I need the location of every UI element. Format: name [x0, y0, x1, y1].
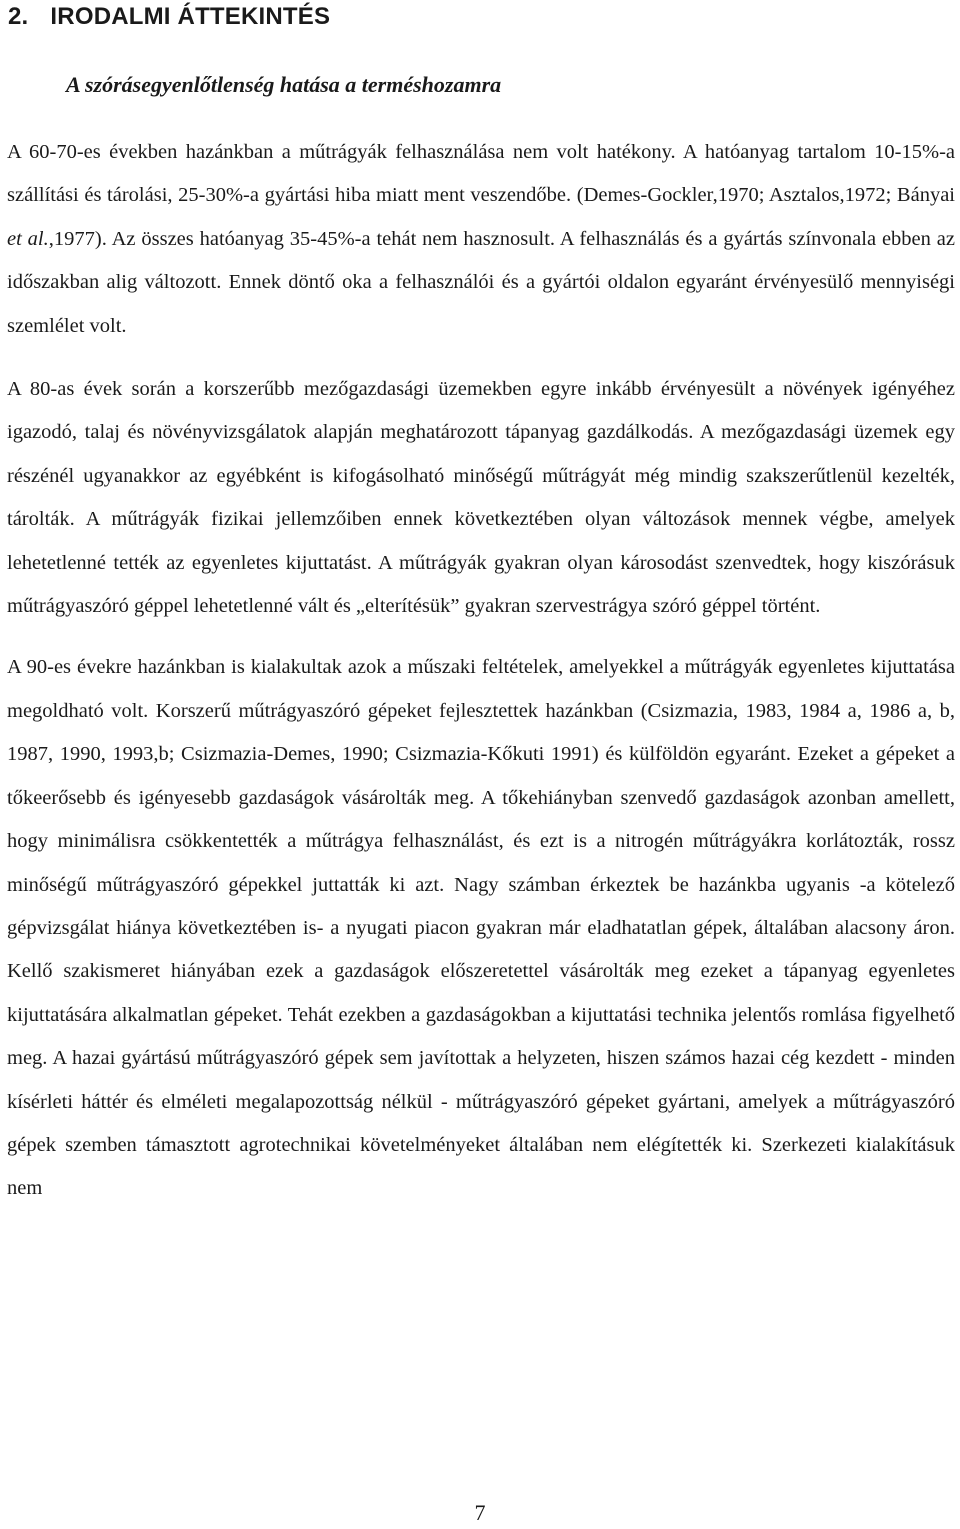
paragraph-2-text: A 80-as évek során a korszerűbb mezőgazdasági üzemekben egyre inkább érvényesült a növények igényéhez igazodó, talaj és növényvizsgálatok alapján meghatározott tápanyag gazdálkodás. A mezőgazdasági üzemek egy részénél ugyanakkor az egyébként is kifogásolható minőségű műtrágyát még mindig szakszerűtlenül kezelték, tárolták. A műtrágyák fizikai jellemzőiben ennek következtében olyan változások mennek végbe, amelyek lehetetlenné tették az egyenletes kijuttatást. A műtrágyák gyakran olyan károsodást szenvedtek, hogy kiszórásuk műtrágyaszóró géppel lehetetlenné vált és „elterítésük” gyakran szervestrágya szóró géppel történt. [7, 378, 955, 618]
chapter-number: 2. [8, 3, 29, 30]
citation-et-al: et al. [7, 227, 49, 250]
section-title: A szórásegyenlőtlenség hatása a terméshozamra [66, 72, 502, 97]
chapter-title: IRODALMI ÁTTEKINTÉS [50, 3, 331, 30]
paragraph-1 [7, 131, 955, 348]
body-text [7, 131, 955, 1211]
paragraph-3-text: A 90-es évekre hazánkban is kialakultak azok a műszaki feltételek, amelyekkel a műtrágyák egyenletes kijuttatása megoldható volt. Korszerű műtrágyaszóró gépeket fejlesztettek hazánkban (Csizmazia, 1983, 1984 a, 1986 a, b, 1987, 1990, 1993,b; Csizmazia-Demes, 1990; Csizmazia-Kőkuti 1991) és külföldön egyaránt. Ezeket a gépeket a tőkeerősebb és igényesebb gazdaságok vásárolták meg. A tőkehiányban szenvedő gazdaságok azonban amellett, hogy minimálisra csökkentették a műtrágya felhasználást, és ezt is a nitrogén műtrágyákra korlátozták, rossz minőségű műtrágyaszóró gépekkel juttatták ki azt. Nagy számban érkeztek be hazánkba ugyanis -a kötelező gépvizsgálat hiánya következtében is- a nyugati piacon gyakran már eladhatatlan gépek, általában alacsony áron. Kellő szakismeret hiányában ezek a gazdaságok előszeretettel vásárolták meg ezeket a tápanyag egyenletes kijuttatására alkalmatlan gépeket. Tehát ezekben a gazdaságokban a kijuttatási technika jelentős romlása figyelhető meg. A hazai gyártású műtrágyaszóró gépek sem javítottak a helyzeten, hiszen számos hazai cég kezdett - minden kísérleti háttér és elméleti megalapozottság nélkül - műtrágyaszóró gépeket gyártani, amelyek a műtrágyaszóró gépek szemben támasztott agrotechnikai követelményeket általában nem elégítették ki. Szerkezeti kialakításuk nem [7, 656, 955, 1200]
chapter-heading [8, 2, 330, 32]
paragraph-3 [7, 646, 955, 1210]
paragraph-1-text-cont: ,1977). Az összes hatóanyag 35-45%-a tehát nem hasznosult. A felhasználás és a gyártás színvonala ebben az időszakban alig változott. Ennek döntő oka a felhasználói és a gyártói oldalon egyaránt érvényesülő mennyiségi szemlélet volt. [7, 227, 955, 337]
page-number: 7 [474, 1500, 486, 1525]
paragraph-1-text: A 60-70-es években hazánkban a műtrágyák felhasználása nem volt hatékony. A hatóanyag tartalom 10-15%-a szállítási és tárolási, 25-30%-a gyártási hiba miatt ment veszendőbe. (Demes-Gockler,1970; Asztalos,1972; Bányai [7, 141, 955, 207]
paragraph-2 [7, 368, 955, 628]
